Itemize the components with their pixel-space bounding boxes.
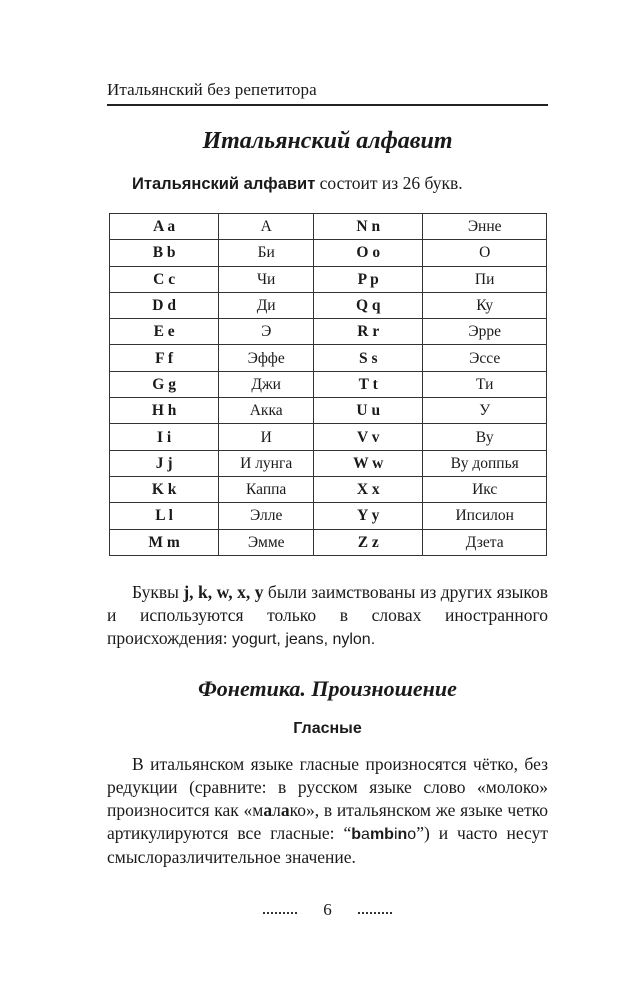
letter-name-cell: Ку	[423, 292, 547, 318]
page-footer	[107, 900, 548, 920]
latin-letter-cell: I i	[110, 424, 219, 450]
letter-name-cell: Акка	[219, 398, 314, 424]
letter-name-cell: И лунга	[219, 450, 314, 476]
latin-letter-cell: A a	[110, 214, 219, 240]
letter-name-cell: Ти	[423, 371, 547, 397]
letter-name-cell: Би	[219, 240, 314, 266]
latin-letter-cell: K k	[110, 476, 219, 502]
letter-name-cell: О	[423, 240, 547, 266]
letter-name-cell: Энне	[423, 214, 547, 240]
letter-name-cell: Чи	[219, 266, 314, 292]
alphabet-row	[110, 214, 547, 240]
footer-dots-left	[263, 908, 297, 914]
letter-name-cell: Пи	[423, 266, 547, 292]
alphabet-row	[110, 240, 547, 266]
p2-bold-a1: а	[263, 800, 273, 820]
latin-letter-cell: F f	[110, 345, 219, 371]
letter-name-cell: Эмме	[219, 529, 314, 555]
latin-letter-cell: O o	[314, 240, 423, 266]
letter-name-cell: Ди	[219, 292, 314, 318]
p2-bambino-b: b	[351, 826, 362, 843]
latin-letter-cell: C c	[110, 266, 219, 292]
letter-name-cell: Ву доппья	[423, 450, 547, 476]
intro-sentence	[132, 173, 463, 194]
p2-bambino-i: i	[393, 826, 398, 843]
latin-letter-cell: Y y	[314, 503, 423, 529]
page-number: 6	[323, 900, 332, 919]
intro-bold: Итальянский алфавит	[132, 175, 316, 193]
p2-bambino-o: o	[407, 826, 417, 843]
p2-part4: ”) и часто несут смыслоразличительное значение.	[107, 823, 548, 867]
p2-bambino-n: n	[397, 826, 408, 843]
alphabet-row	[110, 345, 547, 371]
letter-name-cell: Ипсилон	[423, 503, 547, 529]
letter-name-cell: Элле	[219, 503, 314, 529]
alphabet-row	[110, 398, 547, 424]
p1-examples: yogurt, jeans, nylon.	[231, 631, 376, 648]
alphabet-row	[110, 476, 547, 502]
alphabet-table	[109, 213, 547, 556]
latin-letter-cell: D d	[110, 292, 219, 318]
alphabet-row	[110, 529, 547, 555]
letter-name-cell: Эрре	[423, 319, 547, 345]
latin-letter-cell: E e	[110, 319, 219, 345]
alphabet-row	[110, 450, 547, 476]
latin-letter-cell: S s	[314, 345, 423, 371]
alphabet-row	[110, 319, 547, 345]
latin-letter-cell: W w	[314, 450, 423, 476]
letter-name-cell: Дзета	[423, 529, 547, 555]
alphabet-row	[110, 371, 547, 397]
p2-part3: ко», в итальянском же языке четко артикулируются все гласные: “	[107, 800, 548, 843]
latin-letter-cell: Q q	[314, 292, 423, 318]
section-title-alphabet: Итальянский алфавит	[202, 128, 453, 154]
p2-bambino-a: a	[361, 826, 370, 843]
p2-bambino-mb: mb	[369, 826, 394, 843]
latin-letter-cell: L l	[110, 503, 219, 529]
p2-part2: л	[272, 800, 281, 820]
latin-letter-cell: P p	[314, 266, 423, 292]
latin-letter-cell: V v	[314, 424, 423, 450]
p1-before: Буквы	[132, 582, 184, 602]
latin-letter-cell: U u	[314, 398, 423, 424]
header-rule	[107, 104, 548, 106]
p1-middle: были заимствованы из других языков и используются только в словах иностранного происхождения:	[107, 582, 549, 648]
alphabet-row	[110, 424, 547, 450]
letter-name-cell: Эффе	[219, 345, 314, 371]
letter-name-cell: Каппа	[219, 476, 314, 502]
letter-name-cell: У	[423, 398, 547, 424]
p2-part1: В итальянском языке гласные произносятся чётко, без редукции (сравните: в русском языке слово «молоко» произносится как «м	[107, 754, 548, 820]
latin-letter-cell: M m	[110, 529, 219, 555]
footer-dots-right	[358, 908, 392, 914]
alphabet-row	[110, 266, 547, 292]
borrowed-letters-paragraph	[107, 581, 548, 651]
latin-letter-cell: B b	[110, 240, 219, 266]
p1-letters: j, k, w, x, y	[183, 582, 264, 602]
latin-letter-cell: R r	[314, 319, 423, 345]
letter-name-cell: И	[219, 424, 314, 450]
latin-letter-cell: H h	[110, 398, 219, 424]
letter-name-cell: А	[219, 214, 314, 240]
latin-letter-cell: J j	[110, 450, 219, 476]
letter-name-cell: Э	[219, 319, 314, 345]
subheading-vowels: Гласные	[293, 720, 362, 737]
letter-name-cell: Ву	[423, 424, 547, 450]
latin-letter-cell: T t	[314, 371, 423, 397]
vowels-paragraph	[107, 753, 548, 869]
running-header: Итальянский без репетитора	[107, 80, 317, 99]
latin-letter-cell: N n	[314, 214, 423, 240]
letter-name-cell: Джи	[219, 371, 314, 397]
p2-bold-a2: а	[280, 800, 290, 820]
latin-letter-cell: Z z	[314, 529, 423, 555]
letter-name-cell: Эссе	[423, 345, 547, 371]
letter-name-cell: Икс	[423, 476, 547, 502]
section-title-phonetics: Фонетика. Произношение	[198, 676, 457, 701]
alphabet-row	[110, 503, 547, 529]
latin-letter-cell: G g	[110, 371, 219, 397]
alphabet-row	[110, 292, 547, 318]
latin-letter-cell: X x	[314, 476, 423, 502]
intro-rest: состоит из 26 букв.	[315, 173, 463, 193]
